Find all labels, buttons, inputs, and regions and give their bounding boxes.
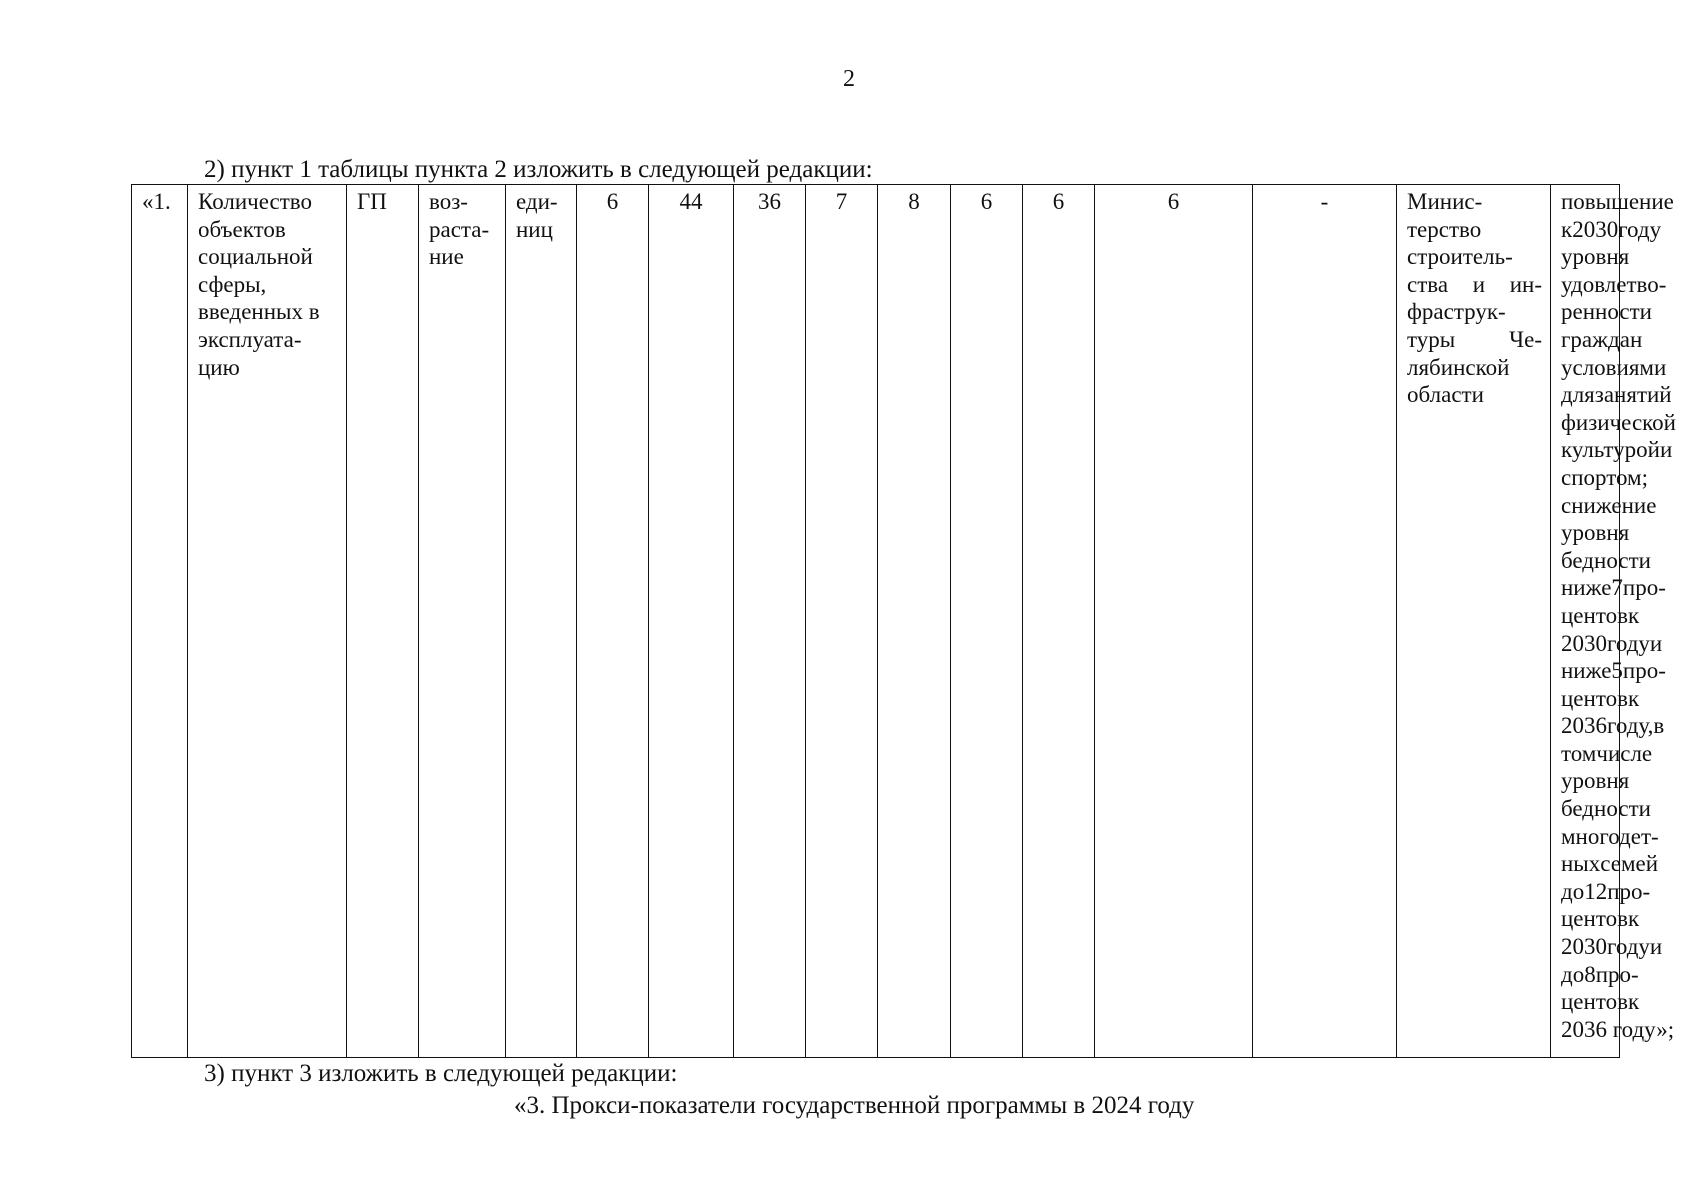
cell-line: ства и ин- xyxy=(1407,271,1542,297)
cell-line: для занятий xyxy=(1561,382,1672,408)
cell-line: граждан xyxy=(1561,326,1643,352)
section-heading: «3. Прокси-показатели государственной программы в 2024 году xyxy=(514,1092,1195,1119)
value: 6 xyxy=(606,189,619,214)
indicator-name-cell xyxy=(188,185,347,1058)
value-cell xyxy=(734,185,806,1058)
value-cell xyxy=(806,185,878,1058)
cell-line: центов к xyxy=(1561,989,1640,1015)
value: 36 xyxy=(758,189,781,214)
cell-line: социальной xyxy=(198,244,313,270)
cell-line: бедности xyxy=(1561,547,1651,573)
dash: - xyxy=(1320,189,1329,214)
value: 6 xyxy=(1167,189,1180,214)
indicator-table xyxy=(131,184,1676,1058)
value: 7 xyxy=(835,189,848,214)
value-cell xyxy=(1095,185,1253,1058)
responsible-cell xyxy=(1397,185,1551,1058)
cell-line: фраструк- xyxy=(1407,299,1506,325)
cell-line: ренности xyxy=(1561,299,1652,325)
level: ГП xyxy=(357,189,387,214)
cell-line: терство xyxy=(1407,216,1482,242)
cell-line: удовлетво- xyxy=(1561,271,1667,297)
value-cell xyxy=(649,185,734,1058)
value-cell xyxy=(1023,185,1095,1058)
value: 44 xyxy=(679,189,703,214)
value-cell xyxy=(878,185,951,1058)
cell-line: до 8 про- xyxy=(1561,961,1639,987)
responsible xyxy=(1407,188,1542,409)
cell-line: еди- xyxy=(516,189,558,214)
cell-line: объектов xyxy=(198,216,286,242)
unit-cell xyxy=(506,185,577,1058)
indicator-name xyxy=(198,188,338,381)
cell-line: ниже 7 про- xyxy=(1561,575,1666,601)
value-cell xyxy=(577,185,649,1058)
cell-line: ниже 5 про- xyxy=(1561,658,1666,684)
cell-line: лябинской xyxy=(1407,354,1510,380)
cell-line: условиями xyxy=(1561,354,1667,380)
cell-line: том числе xyxy=(1561,740,1653,766)
cell-line: уровня xyxy=(1561,244,1630,270)
cell-line: Минис- xyxy=(1407,189,1483,214)
cell-line: ных семей xyxy=(1561,851,1659,877)
cell-line: уровня xyxy=(1561,768,1630,794)
direction xyxy=(429,188,497,271)
cell-line: области xyxy=(1407,382,1484,408)
cell-line: туры Че- xyxy=(1407,326,1542,352)
unit xyxy=(516,188,568,243)
cell-line: бедности xyxy=(1561,796,1651,822)
dash-cell xyxy=(1253,185,1397,1058)
cell-line: центов к xyxy=(1561,906,1640,932)
cell-line: до 12 про- xyxy=(1561,878,1651,904)
cell-line: раста- xyxy=(429,216,490,242)
goal-text xyxy=(1561,188,1676,1043)
cell-line: центов к xyxy=(1561,685,1640,711)
cell-line: воз- xyxy=(429,189,468,214)
cell-line: снижение xyxy=(1561,492,1657,518)
cell-line: 2036 году»; xyxy=(1561,1016,1675,1042)
cell-line: 2030 году и xyxy=(1561,630,1663,656)
cell-line: культурой и xyxy=(1561,437,1673,463)
direction-cell xyxy=(419,185,506,1058)
cell-line: введенных в xyxy=(198,299,320,325)
value: 6 xyxy=(980,189,993,214)
cell-line: физической xyxy=(1561,409,1676,435)
cell-line: эксплуата- xyxy=(198,326,302,352)
cell-line: повышение xyxy=(1561,189,1674,214)
cell-line: 2036 году, в xyxy=(1561,713,1665,739)
goal-cell xyxy=(1551,185,1676,1058)
cell-line: ниц xyxy=(516,216,553,242)
cell-line: сферы, xyxy=(198,271,267,297)
cell-line: к 2030 году xyxy=(1561,216,1662,242)
level-cell xyxy=(347,185,419,1058)
cell-line: уровня xyxy=(1561,520,1630,546)
item-3-paragraph: 3) пункт 3 изложить в следующей редакции: xyxy=(204,1060,678,1087)
intro-paragraph: 2) пункт 1 таблицы пункта 2 изложить в следующей редакции: xyxy=(204,156,873,183)
cell-line: многодет- xyxy=(1561,823,1659,849)
row-number: «1. xyxy=(142,189,171,214)
cell-line: ние xyxy=(429,244,464,270)
cell-line: спортом; xyxy=(1561,464,1648,490)
cell-line: строитель- xyxy=(1407,244,1513,270)
page-number: 2 xyxy=(843,66,855,92)
cell-line: 2030 году и xyxy=(1561,934,1663,960)
table-row xyxy=(132,185,1620,1058)
value: 8 xyxy=(908,189,920,214)
cell-line: цию xyxy=(198,354,240,380)
cell-line: Количество xyxy=(198,189,312,214)
cell-line: центов к xyxy=(1561,602,1640,628)
row-number-cell xyxy=(132,185,188,1058)
value-cell xyxy=(951,185,1023,1058)
value: 6 xyxy=(1052,189,1065,214)
